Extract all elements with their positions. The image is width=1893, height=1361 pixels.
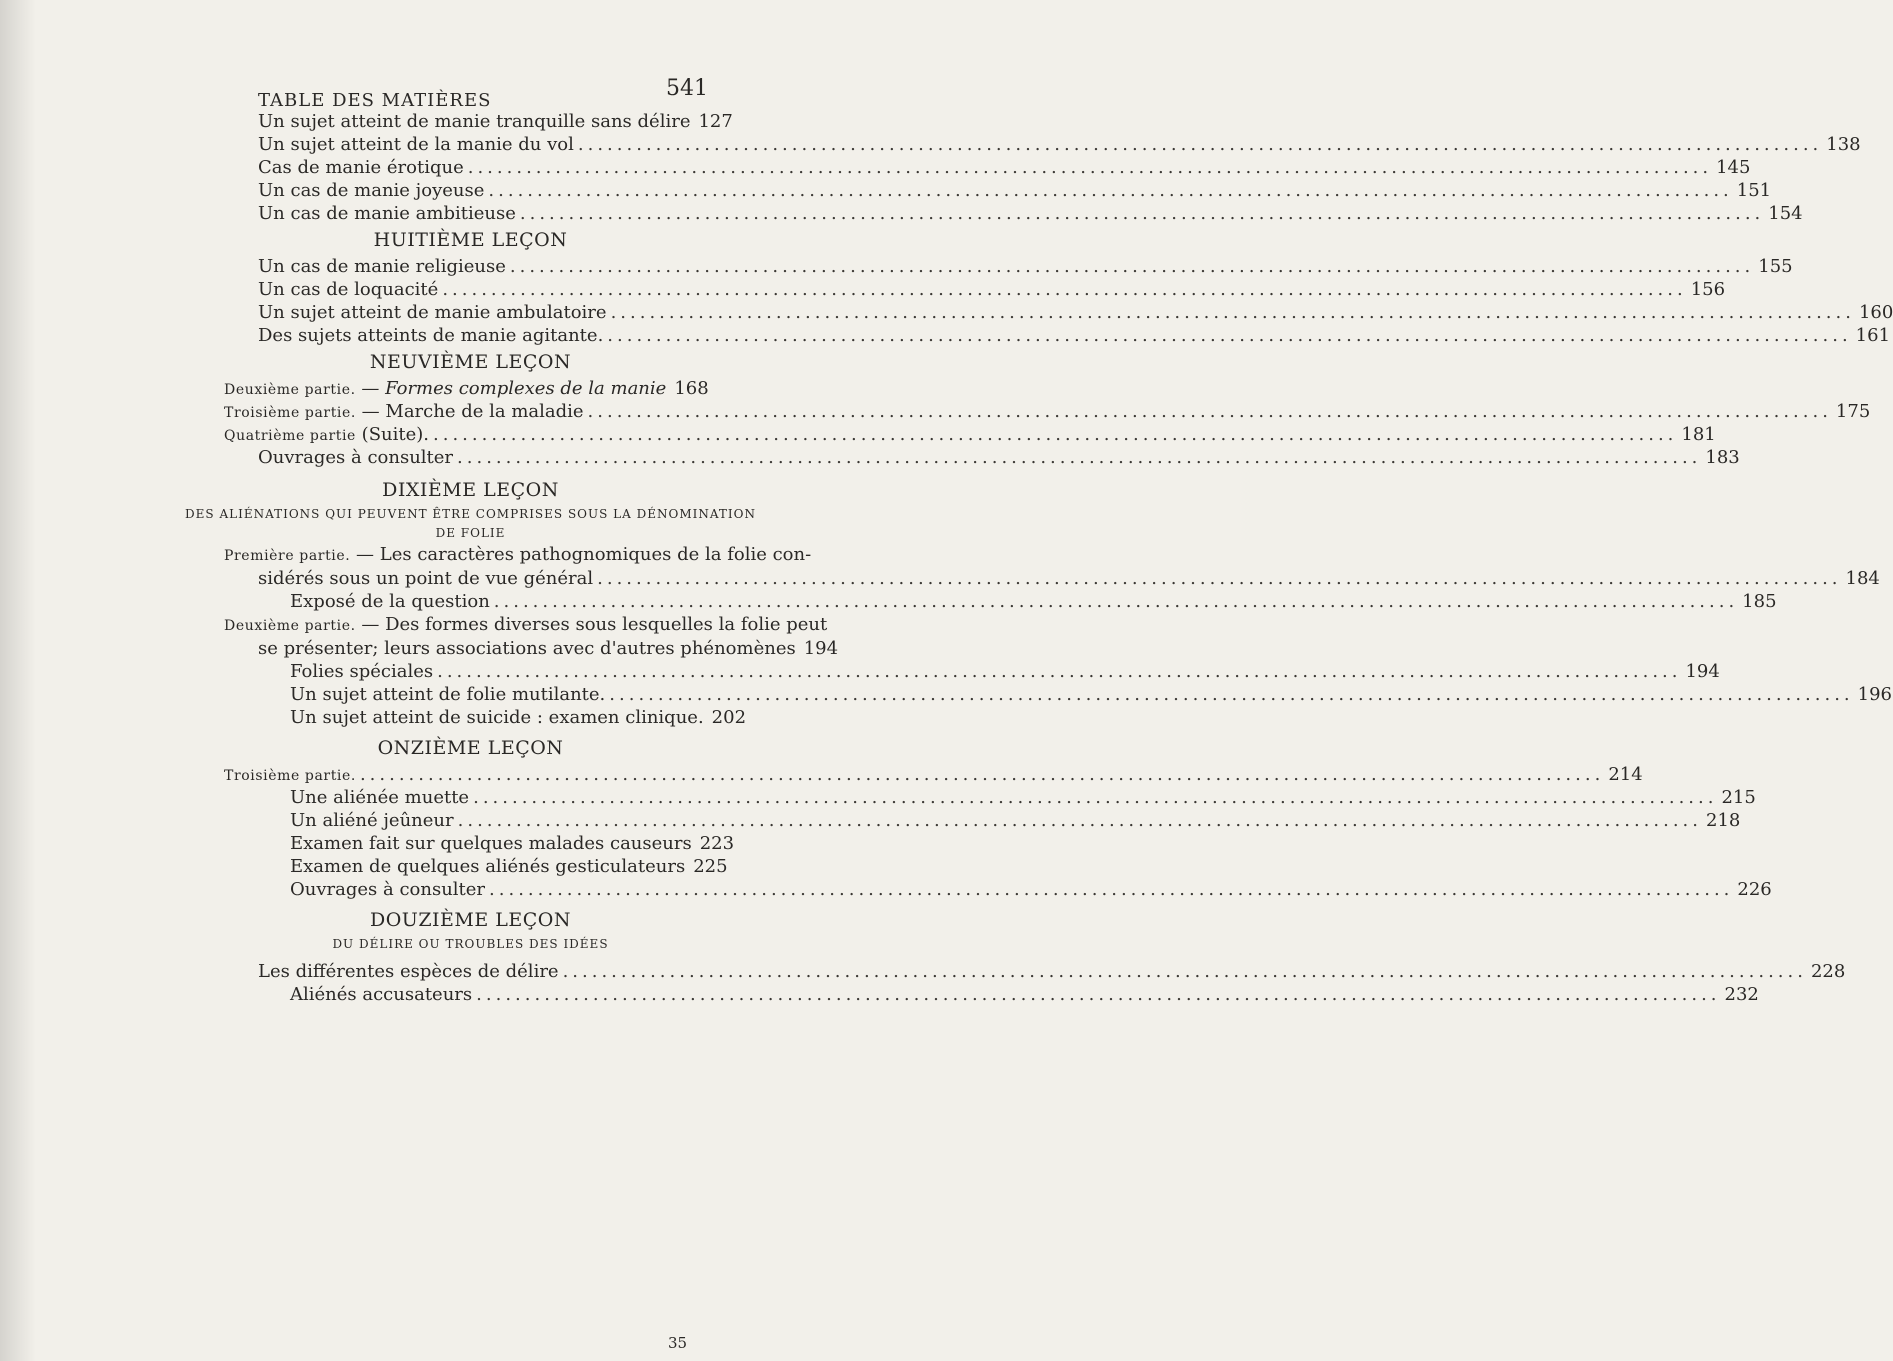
toc-entry: Un sujet atteint de suicide : examen clinique. 202 bbox=[290, 707, 747, 728]
toc-entry: Folies spéciales ..... 194 bbox=[258, 660, 683, 683]
toc-entry: se présenter; leurs associations avec d'autres phénomènes 194 bbox=[258, 638, 839, 659]
toc-entry: Aliénés accusateurs ..... 232 bbox=[258, 983, 683, 1006]
lecon-heading: DIXIÈME LEÇON bbox=[382, 479, 559, 501]
lecon-heading: HUITIÈME LEÇON bbox=[373, 229, 568, 251]
toc-entry: Ouvrages à consulter ..... 183 bbox=[258, 446, 683, 469]
toc-entry: Un cas de loquacité ..... 156 bbox=[258, 278, 683, 301]
toc-entry: Exposé de la question ..... 185 bbox=[258, 590, 683, 613]
toc-entry: Un sujet atteint de manie tranquille sans délire 127 bbox=[258, 111, 733, 132]
lecon-heading: NEUVIÈME LEÇON bbox=[369, 351, 572, 373]
toc-entry: Une aliénée muette ..... 215 bbox=[258, 786, 683, 809]
signature-mark: 35 bbox=[668, 1334, 688, 1352]
lecon-subtitle: DU DÉLIRE OU TROUBLES DES IDÉES bbox=[332, 937, 609, 951]
toc-entry: Examen de quelques aliénés gesticulateurs 225 bbox=[290, 856, 728, 877]
lecon-subtitle: DES ALIÉNATIONS QUI PEUVENT ÊTRE COMPRISES SOUS LA DÉNOMINATION bbox=[185, 507, 756, 521]
toc-entry: Un cas de manie ambitieuse ..... 154 bbox=[258, 202, 683, 225]
toc-entry: Deuxième partie. — Formes complexes de la manie 168 bbox=[224, 378, 709, 399]
toc-entry: Troisième partie. — Marche de la maladie ..... 175 bbox=[224, 400, 683, 423]
page-number: 541 bbox=[666, 76, 708, 101]
toc-entry: Un aliéné jeûneur ..... 218 bbox=[258, 809, 683, 832]
toc-entry: sidérés sous un point de vue général ..... 184 bbox=[258, 567, 683, 590]
lecon-heading: ONZIÈME LEÇON bbox=[377, 737, 564, 759]
toc-entry: Examen fait sur quelques malades causeurs 223 bbox=[290, 833, 735, 854]
toc-entry-line: Première partie. — Les caractères pathognomiques de la folie con- bbox=[224, 544, 812, 565]
toc-entry-line: Deuxième partie. — Des formes diverses sous lesquelles la folie peut bbox=[224, 614, 828, 635]
table-of-contents bbox=[185, 110, 1893, 1006]
lecon-subtitle: DE FOLIE bbox=[435, 526, 506, 540]
toc-entry: Un sujet atteint de manie ambulatoire ..... 160 bbox=[258, 301, 683, 324]
toc-entry: Un sujet atteint de folie mutilante. ..... 196 bbox=[258, 683, 683, 706]
toc-entry: Un cas de manie joyeuse ..... 151 bbox=[258, 179, 683, 202]
toc-entry: Ouvrages à consulter ..... 226 bbox=[258, 878, 683, 901]
toc-entry: Un cas de manie religieuse ..... 155 bbox=[258, 255, 683, 278]
toc-entry: Cas de manie érotique ..... 145 bbox=[258, 156, 683, 179]
toc-entry: Quatrième partie (Suite). ..... 181 bbox=[224, 423, 683, 446]
toc-entry: Des sujets atteints de manie agitante. ..... 161 bbox=[258, 324, 683, 347]
running-title: TABLE DES MATIÈRES bbox=[258, 90, 492, 111]
binding-shadow bbox=[0, 0, 36, 1361]
toc-entry: Un sujet atteint de la manie du vol ..... 138 bbox=[258, 133, 683, 156]
toc-entry: Les différentes espèces de délire ..... 228 bbox=[258, 960, 683, 983]
toc-entry: Troisième partie. ..... 214 bbox=[224, 763, 683, 786]
lecon-heading: DOUZIÈME LEÇON bbox=[370, 909, 571, 931]
